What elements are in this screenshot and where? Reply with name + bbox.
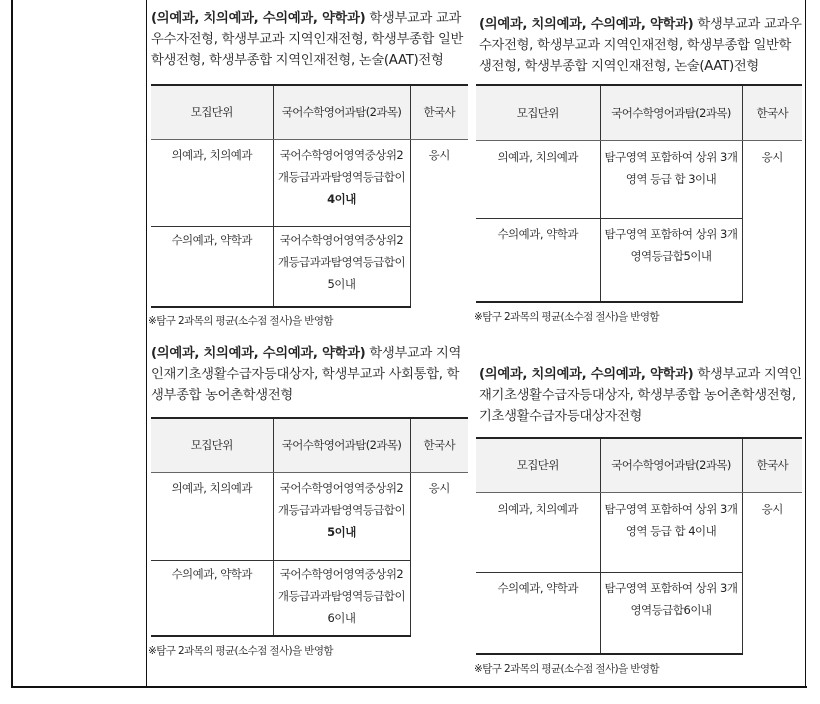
condition-text: 국어수학영어영역중상위2개등급과과탐영역등급합이: [277, 566, 406, 603]
heading-admissions: 학생부교과 지역인재기초생활수급자등대상자, 학생부종합 농어촌학생전형, 기초생활수급자등대상자전형: [479, 367, 802, 424]
footnote: ※탐구 2과목의 평균(소수점 절사)을 반영함: [148, 645, 333, 657]
column-divider: [146, 0, 147, 688]
history-cell: 응시: [410, 472, 468, 636]
heading-units: (의예과, 치의예과, 수의예과, 약학과): [479, 367, 694, 382]
history-cell: 응시: [742, 492, 802, 654]
condition-cell: [273, 472, 410, 560]
condition-cell: 탐구영역 포함하여 상위 3개영역등급합5이내: [600, 218, 742, 302]
criteria-table: [476, 437, 802, 655]
heading-admissions: 학생부교과 교과우수자전형, 학생부교과 지역인재전형, 학생부종합 일반학생전형, 학생부종합 지역인재전형, 논술(AAT)전형: [479, 17, 802, 74]
unit-cell: 수의예과, 약학과: [476, 572, 600, 654]
heading-admissions: 학생부교과 지역인재기초생활수급자등대상자, 학생부교과 사회통합, 학생부종합 농어촌학생전형: [151, 346, 462, 403]
condition-limit: 5이내: [327, 524, 356, 539]
header-history: 한국사: [410, 418, 468, 472]
condition-limit: 4이내: [327, 191, 356, 206]
header-subjects: 국어수학영어과탐(2과목): [600, 438, 742, 492]
criteria-table: [151, 84, 468, 308]
column-divider-right: [805, 0, 806, 688]
criteria-block-2: [148, 343, 468, 658]
block-heading: [479, 364, 802, 427]
criteria-block-3: [474, 14, 802, 324]
criteria-table: [476, 84, 802, 303]
condition-text: 국어수학영어영역중상위2개등급과과탐영역등급합이: [277, 147, 406, 184]
heading-units: (의예과, 치의예과, 수의예과, 약학과): [151, 346, 366, 361]
frame-left-border: [11, 0, 13, 688]
header-subjects: 국어수학영어과탐(2과목): [273, 418, 410, 472]
condition-limit: 6이내: [327, 610, 356, 625]
footnote: ※탐구 2과목의 평균(소수점 절사)을 반영함: [474, 311, 659, 323]
header-unit: 모집단위: [476, 85, 600, 140]
header-unit: 모집단위: [151, 85, 273, 139]
history-cell: 응시: [410, 139, 468, 307]
unit-cell: 수의예과, 약학과: [476, 218, 600, 302]
heading-units: (의예과, 치의예과, 수의예과, 약학과): [479, 17, 694, 32]
block-heading: [151, 343, 468, 406]
header-unit: 모집단위: [476, 438, 600, 492]
unit-cell: 수의예과, 약학과: [151, 560, 273, 636]
block-heading: [151, 8, 468, 71]
header-history: 한국사: [410, 85, 468, 139]
unit-cell: 수의예과, 약학과: [151, 226, 273, 307]
condition-cell: [273, 139, 410, 226]
condition-text: 국어수학영어영역중상위2개등급과과탐영역등급합이: [277, 480, 406, 517]
criteria-block-1: [148, 8, 468, 328]
criteria-table: [151, 417, 468, 637]
block-heading: [479, 14, 802, 77]
unit-cell: 의예과, 치의예과: [497, 501, 579, 516]
frame-bottom-border: [11, 686, 807, 688]
heading-admissions: 학생부교과 교과우수자전형, 학생부교과 지역인재전형, 학생부종합 일반학생전형, 학생부종합 지역인재전형, 논술(AAT)전형: [151, 11, 464, 68]
condition-limit: 5이내: [327, 276, 356, 291]
heading-units: (의예과, 치의예과, 수의예과, 약학과): [151, 11, 366, 26]
condition-text: 국어수학영어영역중상위2개등급과과탐영역등급합이: [277, 232, 406, 269]
condition-cell: 탐구영역 포함하여 상위 3개 영역 등급 합 3이내: [600, 140, 742, 218]
condition-cell: [273, 560, 410, 636]
unit-cell: 의예과, 치의예과: [171, 147, 253, 162]
header-subjects: 국어수학영어과탐(2과목): [600, 85, 742, 140]
header-unit: 모집단위: [151, 418, 273, 472]
condition-cell: 탐구영역 포함하여 상위 3개영역등급합6이내: [600, 572, 742, 654]
unit-cell: 의예과, 치의예과: [171, 480, 253, 495]
header-subjects: 국어수학영어과탐(2과목): [273, 85, 410, 139]
condition-cell: 탐구영역 포함하여 상위 3개 영역 등급 합 4이내: [600, 492, 742, 572]
condition-cell: [273, 226, 410, 307]
unit-cell: 의예과, 치의예과: [497, 149, 579, 164]
history-cell: 응시: [742, 140, 802, 302]
footnote: ※탐구 2과목의 평균(소수점 절사)을 반영함: [474, 663, 659, 675]
criteria-block-4: [474, 364, 802, 676]
footnote: ※탐구 2과목의 평균(소수점 절사)을 반영함: [148, 315, 333, 327]
header-history: 한국사: [742, 85, 802, 140]
header-history: 한국사: [742, 438, 802, 492]
